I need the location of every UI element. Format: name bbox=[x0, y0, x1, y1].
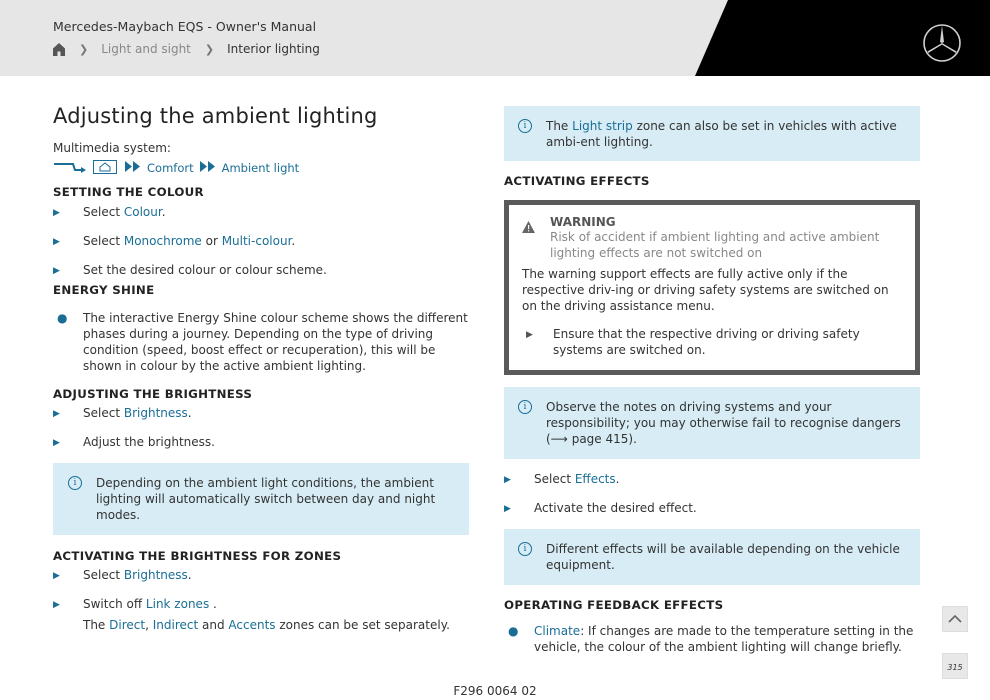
bullet-dot: ● bbox=[508, 624, 519, 638]
info-icon: i bbox=[518, 400, 532, 414]
link-climate[interactable]: Climate bbox=[534, 624, 581, 638]
double-chevron-icon bbox=[200, 161, 216, 175]
step-arrow-icon: ▶ bbox=[526, 330, 533, 340]
link-accents[interactable]: Accents bbox=[228, 618, 276, 632]
info-icon: i bbox=[68, 476, 82, 490]
heading-adjusting-brightness: ADJUSTING THE BRIGHTNESS bbox=[53, 387, 253, 401]
menu-path-arrow-icon bbox=[53, 161, 87, 176]
warning-subtitle: Risk of accident if ambient lighting and active ambient lighting effects are not switched on bbox=[550, 230, 880, 260]
heading-activating-effects: ACTIVATING EFFECTS bbox=[504, 174, 650, 188]
mercedes-star-logo bbox=[922, 23, 962, 63]
step-arrow-icon: ▶ bbox=[53, 237, 60, 247]
heading-setting-colour: SETTING THE COLOUR bbox=[53, 185, 204, 199]
step-activate-effect: ▶ Activate the desired effect. bbox=[504, 501, 697, 515]
link-colour[interactable]: Colour bbox=[123, 205, 162, 219]
page-title: Adjusting the ambient lighting bbox=[53, 104, 378, 128]
link-link-zones[interactable]: Link zones bbox=[145, 597, 210, 611]
zones-note: The Direct, Indirect and Accents zones can be set separately. bbox=[83, 618, 450, 632]
right-column bbox=[504, 106, 920, 655]
link-monochrome[interactable]: Monochrome bbox=[123, 234, 202, 248]
info-box-light-strip: i The Light strip zone can also be set in vehicles with active ambi-ent lighting. bbox=[504, 106, 920, 161]
scroll-to-top-button[interactable] bbox=[942, 606, 968, 632]
step-select-effects: ▶ Select Effects. bbox=[504, 472, 620, 486]
step-select-brightness: ▶ Select Brightness. bbox=[53, 406, 192, 420]
chevron-up-icon bbox=[943, 607, 967, 631]
link-brightness[interactable]: Brightness bbox=[123, 568, 188, 582]
breadcrumb bbox=[53, 42, 320, 56]
menu-path-comfort[interactable]: Comfort bbox=[147, 161, 194, 175]
step-arrow-icon: ▶ bbox=[53, 266, 60, 276]
link-effects[interactable]: Effects bbox=[574, 472, 616, 486]
chevron-right-icon: ❯ bbox=[204, 42, 215, 56]
info-box-driving-systems: i Observe the notes on driving systems and your responsibility; you may otherwise fail to recognise dangers (⟶ page 415). bbox=[504, 387, 920, 459]
home-screen-icon bbox=[93, 160, 117, 177]
link-direct[interactable]: Direct bbox=[109, 618, 146, 632]
manual-title: Mercedes-Maybach EQS - Owner's Manual bbox=[53, 19, 317, 34]
left-column bbox=[53, 100, 469, 633]
heading-energy-shine: ENERGY SHINE bbox=[53, 283, 155, 297]
warning-box bbox=[504, 200, 920, 375]
step-select-colour: ▶ Select Colour. bbox=[53, 205, 166, 219]
step-arrow-icon: ▶ bbox=[504, 504, 511, 514]
double-chevron-icon bbox=[125, 161, 141, 175]
menu-path-ambient-light[interactable]: Ambient light bbox=[221, 161, 300, 175]
warning-body: The warning support effects are fully active only if the respective driv-ing or driving safety systems are switched on on the driving assistance menu. bbox=[522, 267, 889, 313]
breadcrumb-light-and-sight[interactable]: Light and sight bbox=[101, 42, 191, 56]
step-set-colour-scheme: ▶ Set the desired colour or colour scheme. bbox=[53, 263, 327, 277]
warning-triangle-icon bbox=[522, 218, 536, 261]
home-icon[interactable] bbox=[53, 43, 65, 56]
step-arrow-icon: ▶ bbox=[53, 571, 60, 581]
step-arrow-icon: ▶ bbox=[53, 208, 60, 218]
breadcrumb-interior-lighting: Interior lighting bbox=[227, 42, 320, 56]
step-arrow-icon: ▶ bbox=[504, 475, 511, 485]
step-arrow-icon: ▶ bbox=[53, 409, 60, 419]
info-icon: i bbox=[518, 542, 532, 556]
feedback-climate-bullet: ● Climate: If changes are made to the temperature setting in the vehicle, the colour of the ambient lighting will change briefly. bbox=[504, 623, 920, 655]
chevron-right-icon: ❯ bbox=[79, 42, 89, 56]
heading-operating-feedback: OPERATING FEEDBACK EFFECTS bbox=[504, 598, 724, 612]
step-select-monochrome: ▶ Select Monochrome or Multi-colour. bbox=[53, 234, 296, 248]
link-indirect[interactable]: Indirect bbox=[152, 618, 199, 632]
info-box-equipment: i Different effects will be available depending on the vehicle equipment. bbox=[504, 529, 920, 585]
step-select-brightness-zones: ▶ Select Brightness. bbox=[53, 568, 192, 582]
step-adjust-brightness: ▶ Adjust the brightness. bbox=[53, 435, 215, 449]
info-box-day-night: i Depending on the ambient light conditions, the ambient lighting will automatically switch between day and night modes. bbox=[53, 463, 469, 535]
step-arrow-icon: ▶ bbox=[53, 600, 60, 610]
info-icon: i bbox=[518, 119, 532, 133]
step-switch-off-link-zones: ▶ Switch off Link zones . bbox=[53, 597, 217, 611]
page-badge[interactable] bbox=[942, 653, 968, 679]
warning-title: WARNING bbox=[550, 215, 616, 229]
warning-step: ▶ Ensure that the respective driving or driving safety systems are switched on. bbox=[522, 326, 901, 358]
page-badge-number: 315 bbox=[947, 663, 963, 672]
heading-brightness-zones: ACTIVATING THE BRIGHTNESS FOR ZONES bbox=[53, 549, 342, 563]
bullet-dot: ● bbox=[57, 311, 68, 325]
figure-code: F296 0064 02 bbox=[453, 684, 537, 698]
link-multi-colour[interactable]: Multi-colour bbox=[221, 234, 292, 248]
link-brightness[interactable]: Brightness bbox=[123, 406, 188, 420]
step-arrow-icon: ▶ bbox=[53, 438, 60, 448]
energy-shine-bullet: ● The interactive Energy Shine colour scheme shows the different phases during a journey. Depending on the type of driving condition (speed, boost effect or recuperation), this will be shown in colour by the active ambient lighting. bbox=[53, 310, 469, 374]
page-badge-icon bbox=[943, 654, 967, 678]
menu-path bbox=[53, 159, 469, 177]
multimedia-system-label: Multimedia system: bbox=[53, 141, 171, 155]
link-light-strip[interactable]: Light strip bbox=[572, 119, 633, 133]
